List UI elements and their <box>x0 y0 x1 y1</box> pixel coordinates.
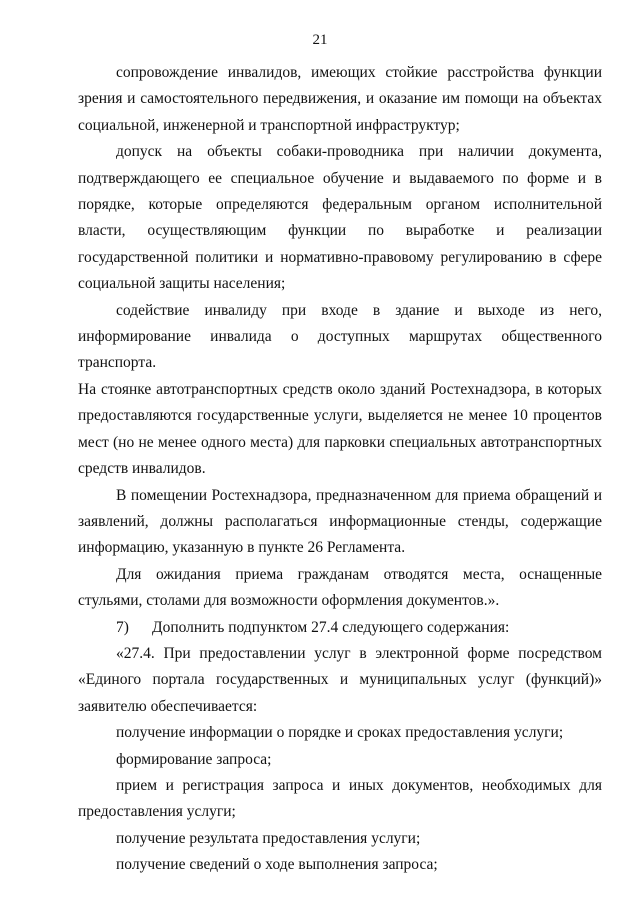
paragraph-waiting-places: Для ожидания приема гражданам отводятся места, оснащенные стульями, столами для возможности оформления документов.». <box>78 565 602 610</box>
paragraph-entry-assistance: содействие инвалиду при входе в здание и выходе из него, информирование инвалида о доступных маршрутах общественного транспорта. <box>78 301 602 372</box>
list-item-request-forming: формирование запроса; <box>116 750 272 768</box>
list-item-info-receipt: получение информации о порядке и сроках предоставления услуги; <box>116 724 564 742</box>
paragraph-parking: На стоянке автотранспортных средств около зданий Ростехнадзора, в которых предоставляются государственные услуги, выделяется не менее 10 процентов мест (но не менее одного места) для парковки специальных автотранспортных средств инвалидов. <box>78 380 602 478</box>
paragraph-guide-dog-access: допуск на объекты собаки-проводника при наличии документа, подтверждающего ее специальное обучение и выдаваемого по форме и в порядке, которые определяются федеральным органом исполнительной власти, осуществляющим функции по выработке и реализации государственной политики и нормативно-правовому регулированию в сфере социальной защиты населения; <box>78 143 602 293</box>
document-body <box>78 60 602 879</box>
item-text: Дополнить подпунктом 27.4 следующего содержания: <box>152 618 510 636</box>
paragraph-escort-disabled: сопровождение инвалидов, имеющих стойкие расстройства функции зрения и самостоятельного передвижения, и оказание им помощи на объектах социальной, инженерной и транспортной инфраструктур; <box>78 64 602 134</box>
page-number: 21 <box>312 32 328 48</box>
item-number: 7) <box>116 618 129 636</box>
paragraph-information-stands: В помещении Ростехнадзора, предназначенном для приема обращений и заявлений, должны располагаться информационные стенды, содержащие информацию, указанную в пункте 26 Регламента. <box>78 486 602 557</box>
list-item-result-receipt: получение результата предоставления услуги; <box>116 829 421 847</box>
list-item-status-receipt: получение сведений о ходе выполнения запроса; <box>116 856 438 874</box>
list-item-request-registration: прием и регистрация запроса и иных документов, необходимых для предоставления услуги; <box>78 776 602 821</box>
paragraph-electronic-services: «27.4. При предоставлении услуг в электронной форме посредством «Единого портала государственных и муниципальных услуг (функций)» заявителю обеспечивается: <box>78 644 602 715</box>
paragraph-amendment-item <box>78 615 602 641</box>
